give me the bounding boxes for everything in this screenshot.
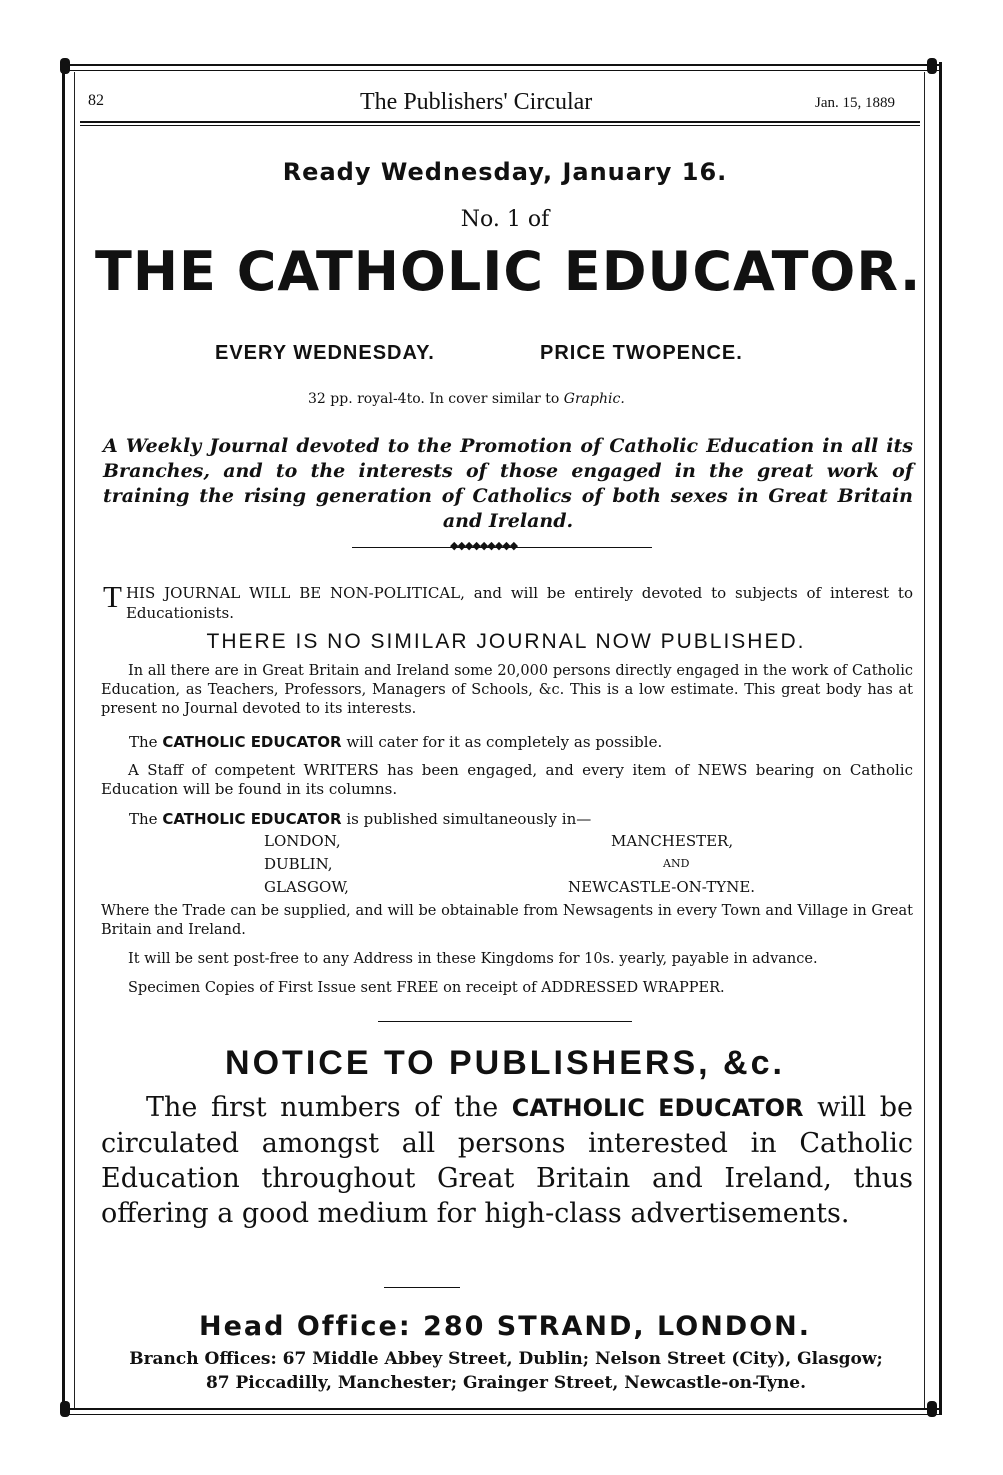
cities-and: AND [663,857,690,870]
inner-right-rule [924,72,925,1408]
city-newcastle: NEWCASTLE-ON-TYNE. [568,878,756,896]
trade-paragraph: Where the Trade can be supplied, and will be obtainable from Newsagents in every Town and Village in Great Britain and Ireland. [101,903,913,938]
corner-ornament-icon [927,58,937,74]
header-rule [80,121,920,123]
corner-ornament-icon [60,1401,70,1417]
corner-ornament-icon [60,58,70,74]
branch-offices-line-1: Branch Offices: 67 Middle Abbey Street, Dublin; Nelson Street (City), Glasgow; [129,1349,883,1369]
bottom-border-rule [62,1408,942,1415]
journal-title: THE CATHOLIC EDUCATOR. [95,240,922,303]
journal-description: A Weekly Journal devoted to the Promotion of Catholic Education in all its Branches, and to the interests of those engaged in the great work of training the rising generation of Catholics of both sexes in Great Britain and Ireland. [103,435,913,532]
city-glasgow: GLASGOW, [264,878,349,896]
subscription-paragraph: It will be sent post-free to any Address in these Kingdoms for 10s. yearly, payable in advance. [128,951,818,967]
issue-number: No. 1 of [460,207,550,232]
cater-paragraph: The CATHOLIC EDUCATOR will cater for it as completely as possible. [129,733,663,751]
notice-divider [378,1021,632,1022]
header-rule-thin [80,125,920,126]
notice-body: The first numbers of the CATHOLIC EDUCATOR will be circulated amongst all persons interested in Catholic Education throughout Great Britain and Ireland, thus offering a good medium for high-class advertisements. [101,1092,913,1229]
head-office: Head Office: 280 STRAND, LONDON. [198,1311,812,1342]
education-paragraph: In all there are in Great Britain and Ireland some 20,000 persons directly engaged in the work of Catholic Education, as Teachers, Professors, Managers of Schools, &c. This is a low estimate. This great body has at present no Journal devoted to its interests. [101,663,913,717]
staff-paragraph: A Staff of competent WRITERS has been engaged, and every item of NEWS bearing on Catholic Education will be found in its columns. [101,761,913,798]
city-london: LONDON, [264,832,341,850]
notice-heading: NOTICE TO PUBLISHERS, &c. [225,1044,785,1082]
footer-divider [384,1287,460,1288]
publication-frequency: EVERY WEDNESDAY. [215,342,435,364]
no-similar-journal: THERE IS NO SIMILAR JOURNAL NOW PUBLISHED. [206,630,806,653]
inner-left-rule [74,72,75,1408]
city-manchester: MANCHESTER, [611,832,734,850]
specimen-paragraph: Specimen Copies of First Issue sent FREE on receipt of ADDRESSED WRAPPER. [128,980,725,996]
page-number: 82 [88,92,104,109]
journal-price: PRICE TWOPENCE. [540,342,743,364]
top-border-rule [62,64,942,71]
city-dublin: DUBLIN, [264,855,333,873]
ready-date-heading: Ready Wednesday, January 16. [282,158,728,186]
divider-diamond-icon: ◆◆◆◆◆◆◆◆◆ [450,539,518,552]
publication-title: The Publishers' Circular [360,89,593,115]
non-political-paragraph: THIS JOURNAL WILL BE NON-POLITICAL, and will be entirely devoted to subjects of interest to Educationists. [103,579,913,622]
branch-offices-line-2: 87 Piccadilly, Manchester; Grainger Street, Newcastle-on-Tyne. [205,1373,807,1393]
simultaneous-publication: The CATHOLIC EDUCATOR is published simultaneously in— [129,810,592,828]
issue-date: Jan. 15, 1889 [815,95,895,111]
corner-ornament-icon [927,1401,937,1417]
format-details: 32 pp. royal-4to. In cover similar to Graphic. [308,391,625,407]
